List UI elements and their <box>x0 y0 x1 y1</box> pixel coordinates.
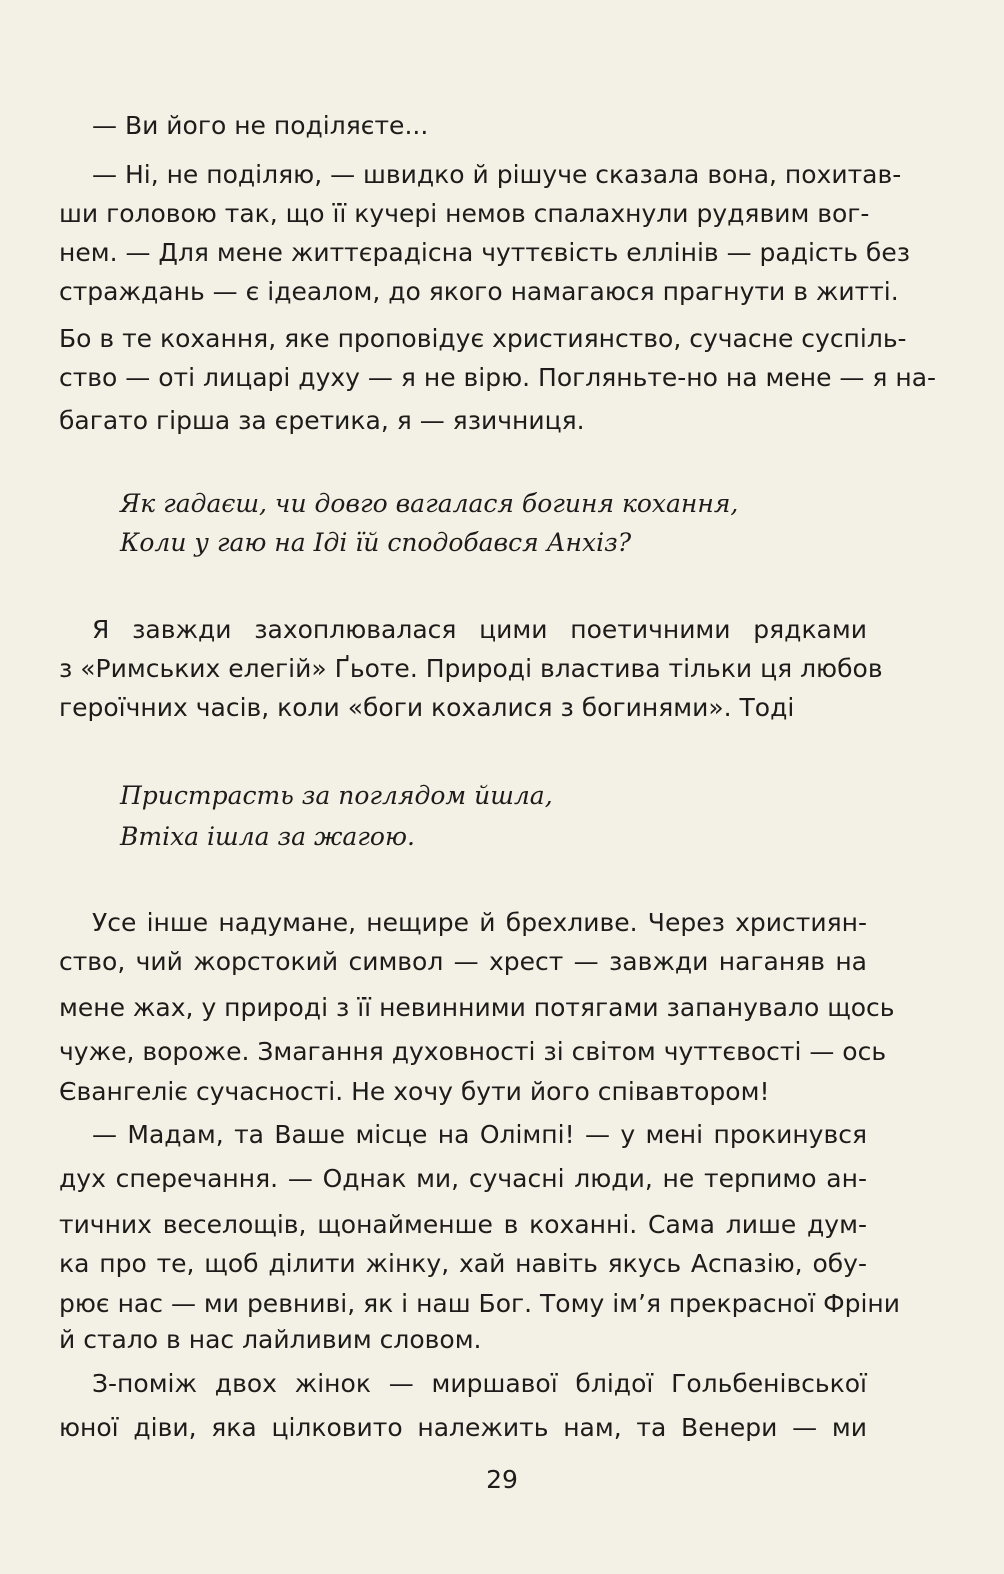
text-line: рює нас — ми ревниві, як і наш Бог. Тому ім’я прекрасної Фріни <box>59 1289 901 1318</box>
text-line: Усе інше надумане, нещире й брехливе. Через християн- <box>92 908 867 937</box>
text-line: героїчних часів, коли «боги кохалися з богинями». Тоді <box>59 693 795 722</box>
text-line: нем. — Для мене життєрадісна чуттєвість еллінів — радість без <box>59 238 911 267</box>
text-line: З-поміж двох жінок — миршавої блідої Гольбенівської <box>92 1369 867 1398</box>
text-line: ши головою так, що її кучері немов спалахнули рудявим вог- <box>59 199 870 228</box>
verse-line: Коли у гаю на Іді їй сподобався Анхіз? <box>120 528 632 557</box>
verse-line: Втіха ішла за жагою. <box>120 822 415 851</box>
text-line: ство, чий жорстокий символ — хрест — завжди наганяв на <box>59 947 867 976</box>
text-line: дух сперечання. — Однак ми, сучасні люди, не терпимо ан- <box>59 1164 867 1193</box>
text-line: ство — оті лицарі духу — я не вірю. Погляньте-но на мене — я на- <box>59 363 937 392</box>
text-line: Я завжди захоплювалася цими поетичними рядками <box>92 615 867 644</box>
text-line: тичних веселощів, щонайменше в коханні. Сама лише дум- <box>59 1210 867 1239</box>
page-number: 29 <box>486 1465 518 1494</box>
text-line: з «Римських елегій» Ґьоте. Природі властива тільки ця любов <box>59 654 883 683</box>
text-line: чуже, вороже. Змагання духовності зі світом чуттєвості — ось <box>59 1037 887 1066</box>
text-line: страждань — є ідеалом, до якого намагаюся прагнути в житті. <box>59 277 899 306</box>
text-line: — Ні, не поділяю, — швидко й рішуче сказала вона, похитав- <box>92 160 902 189</box>
text-line: мене жах, у природі з її невинними потягами запанувало щось <box>59 993 895 1022</box>
text-line: Євангеліє сучасності. Не хочу бути його співавтором! <box>59 1077 770 1106</box>
text-line: багато гірша за єретика, я — язичниця. <box>59 406 585 435</box>
text-line: й стало в нас лайливим словом. <box>59 1325 482 1354</box>
verse-line: Як гадаєш, чи довго вагалася богиня кохання, <box>120 489 739 518</box>
text-line: юної діви, яка цілковито належить нам, та Венери — ми <box>59 1413 867 1442</box>
text-line: — Ви його не поділяєте... <box>92 111 429 140</box>
text-line: — Мадам, та Ваше місце на Олімпі! — у мені прокинувся <box>92 1120 867 1149</box>
text-line: ка про те, щоб ділити жінку, хай навіть якусь Аспазію, обу- <box>59 1249 867 1278</box>
verse-line: Пристрасть за поглядом йшла, <box>120 781 553 810</box>
text-line: Бо в те кохання, яке проповідує християнство, сучасне суспіль- <box>59 324 907 353</box>
